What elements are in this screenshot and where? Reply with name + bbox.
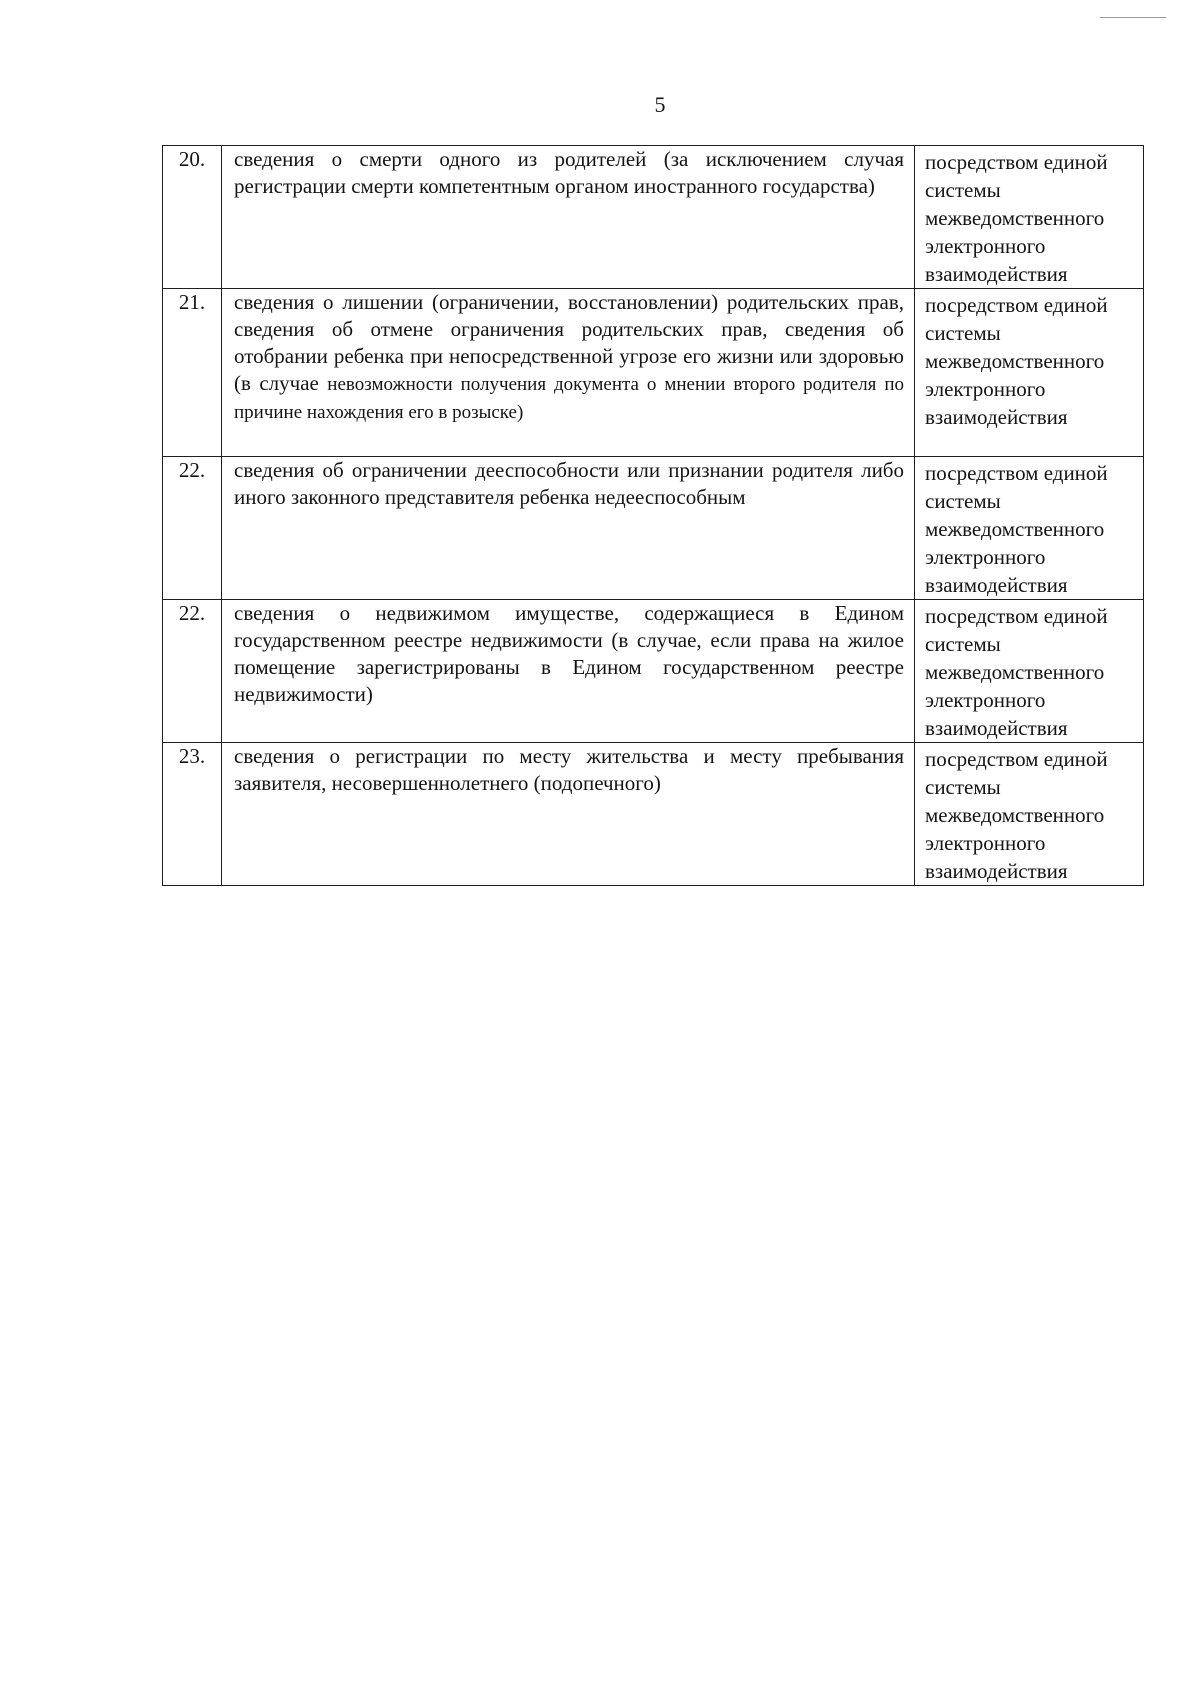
- row-method: посредством единой системы межведомственного электронного взаимодействия: [915, 146, 1144, 289]
- row-description: сведения о смерти одного из родителей (за исключением случая регистрации смерти компетентным органом иностранного государства): [222, 146, 915, 289]
- row-number: 20.: [163, 146, 222, 289]
- row-number: 22.: [163, 457, 222, 600]
- row-number: 23.: [163, 743, 222, 886]
- row-description: сведения о регистрации по месту жительства и месту пребывания заявителя, несовершеннолетнего (подопечного): [222, 743, 915, 886]
- row-description: сведения об ограничении дееспособности или признании родителя либо иного законного представителя ребенка недееспособным: [222, 457, 915, 600]
- scan-artifact-line: [1100, 17, 1166, 18]
- row-method: посредством единой системы межведомственного электронного взаимодействия: [915, 289, 1144, 457]
- documents-table: [162, 145, 1144, 886]
- page-number: 5: [654, 92, 666, 117]
- row-method: посредством единой системы межведомственного электронного взаимодействия: [915, 743, 1144, 886]
- row-method: посредством единой системы межведомственного электронного взаимодействия: [915, 600, 1144, 743]
- row-number: 22.: [163, 600, 222, 743]
- table-row: [163, 146, 1144, 289]
- row-description: сведения о недвижимом имуществе, содержащиеся в Едином государственном реестре недвижимости (в случае, если права на жилое помещение зарегистрированы в Едином государственном реестре недвижимости): [222, 600, 915, 743]
- row-description: [222, 289, 915, 457]
- table-row: [163, 600, 1144, 743]
- row-description-small: невозможности получения документа о мнении второго родителя по причине нахождения его в розыске): [234, 374, 905, 423]
- row-method: посредством единой системы межведомственного электронного взаимодействия: [915, 457, 1144, 600]
- row-number: 21.: [163, 289, 222, 457]
- table-row: [163, 289, 1144, 457]
- table-row: [163, 457, 1144, 600]
- table-row: [163, 743, 1144, 886]
- row-description-main: сведения о лишении (ограничении, восстановлении) родительских прав, сведения об отмене ограничения родительских прав, сведения об отобрании ребенка при непосредственной угрозе его жизни или здоровью (в случае: [234, 290, 904, 395]
